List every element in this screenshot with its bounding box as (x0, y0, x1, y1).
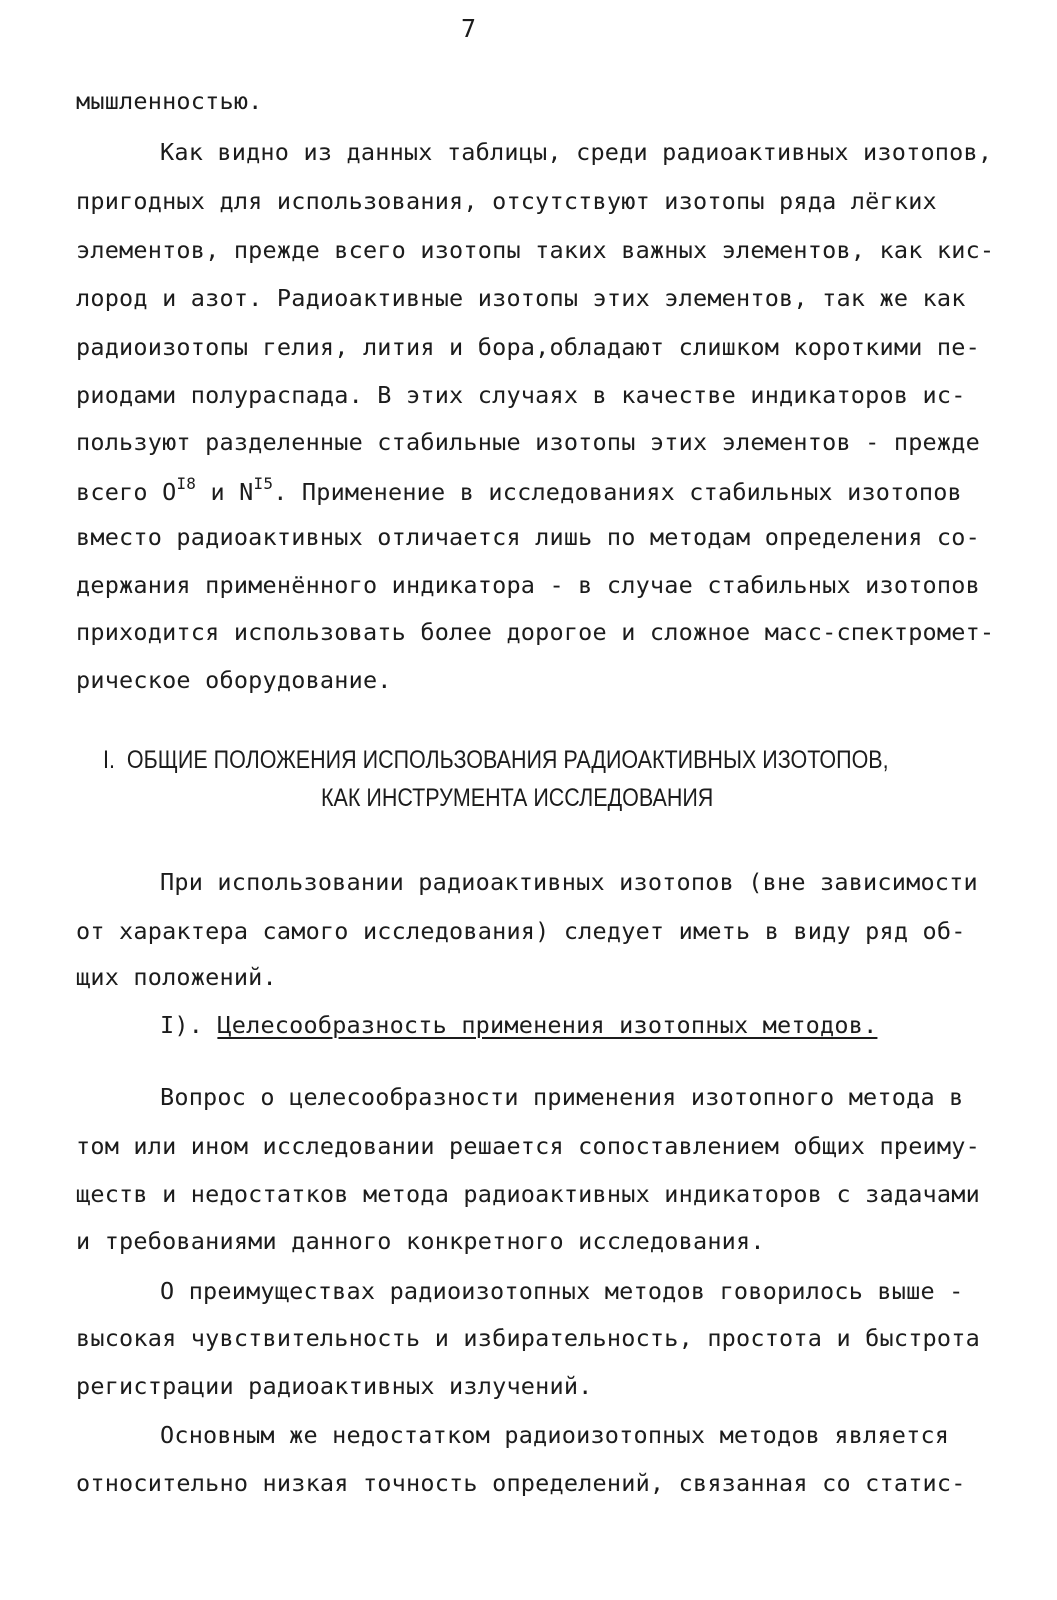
section-heading-line: КАК ИНСТРУМЕНТА ИССЛЕДОВАНИЯ (321, 784, 714, 812)
paragraph-line: пользуют разделенные стабильные изотопы этих элементов - прежде (76, 428, 980, 456)
paragraph-line: от характера самого исследования) следует иметь в виду ряд об- (76, 917, 966, 945)
paragraph-line: Основным же недостатком радиоизотопных методов является (160, 1421, 950, 1449)
paragraph-line: держания применённого индикатора - в случае стабильных изотопов (76, 571, 980, 599)
paragraph-line: рическое оборудование. (76, 666, 392, 694)
paragraph-line: лород и азот. Радиоактивные изотопы этих элементов, так же как (76, 284, 966, 312)
paragraph-line: регистрации радиоактивных излучений. (76, 1372, 593, 1400)
paragraph-line: мышленностью. (76, 87, 263, 115)
paragraph-line: При использовании радиоактивных изотопов (вне зависимости (160, 868, 978, 896)
isotope-mass-superscript: I8 (176, 474, 197, 493)
subsection-title: Целесообразность применения изотопных методов. (217, 1011, 878, 1039)
text-fragment: всего O (76, 478, 177, 506)
paragraph-line: высокая чувствительность и избирательность, простота и быстрота (76, 1324, 980, 1352)
paragraph-line: приходится использовать более дорогое и сложное масс-спектромет- (76, 618, 995, 646)
paragraph-line: Как видно из данных таблицы, среди радиоактивных изотопов, (160, 138, 993, 166)
subsection-number: I). (160, 1011, 204, 1039)
paragraph-line: щих положений. (76, 963, 277, 991)
paragraph-line: относительно низкая точность определений, связанная со статис- (76, 1469, 966, 1497)
isotope-mass-superscript: I5 (253, 474, 274, 493)
paragraph-line: том или ином исследовании решается сопоставлением общих преиму- (76, 1132, 980, 1160)
paragraph-line: ществ и недостатков метода радиоактивных индикаторов с задачами (76, 1180, 980, 1208)
paragraph-line: Вопрос о целесообразности применения изотопного метода в (160, 1083, 964, 1111)
paragraph-line: радиоизотопы гелия, лития и бора,обладают слишком короткими пе- (76, 333, 980, 361)
paragraph-line: и требованиями данного конкретного исследования. (76, 1227, 765, 1255)
page-number: 7 (461, 14, 477, 43)
paragraph-line: О преимуществах радиоизотопных методов говорилось выше - (160, 1277, 964, 1305)
paragraph-line-with-superscripts (76, 474, 962, 510)
subsection-heading (160, 1010, 877, 1040)
paragraph-line: элементов, прежде всего изотопы таких важных элементов, как кис- (76, 236, 995, 264)
paragraph-line: вместо радиоактивных отличается лишь по методам определения со- (76, 523, 980, 551)
section-heading-line: I. ОБЩИЕ ПОЛОЖЕНИЯ ИСПОЛЬЗОВАНИЯ РАДИОАКТИВНЫХ ИЗОТОПОВ, (103, 746, 889, 774)
text-fragment: и N (196, 478, 254, 506)
text-fragment: . Применение в исследованиях стабильных изотопов (273, 478, 962, 506)
paragraph-line: пригодных для использования, отсутствуют изотопы ряда лёгких (76, 187, 937, 215)
paragraph-line: риодами полураспада. В этих случаях в качестве индикаторов ис- (76, 381, 966, 409)
